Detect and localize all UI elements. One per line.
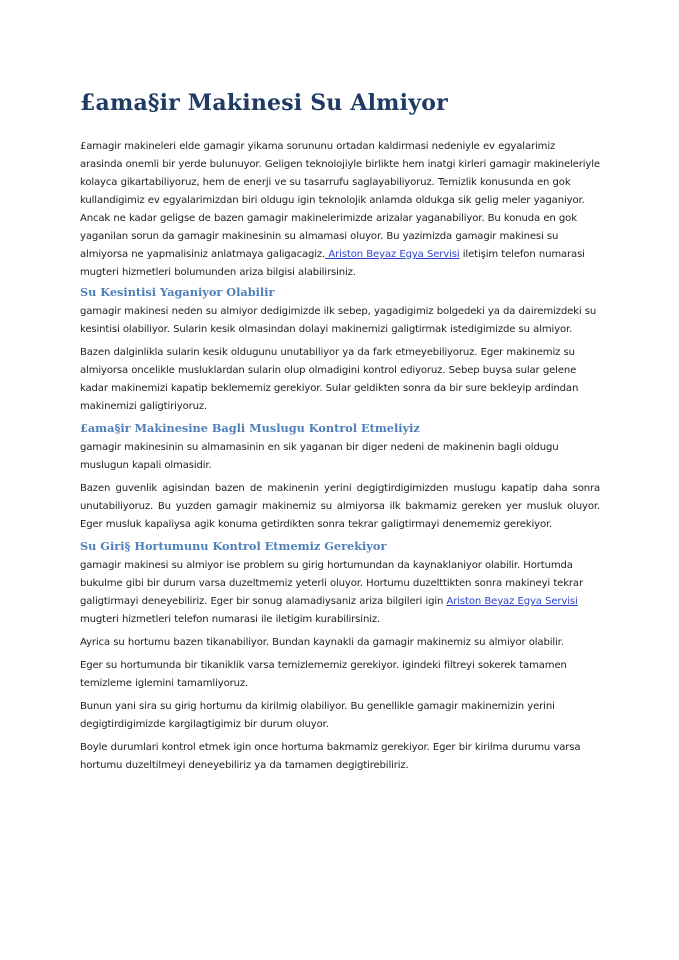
section-paragraph: Ayrica su hortumu bazen tikanabiliyor. Bundan kaynakli da gamagir makinemiz su almiyor olabilir. [80, 637, 564, 648]
section-heading-water-cut: Su Kesintisi Yaganiyor Olabilir [80, 285, 275, 299]
intro-text: £amagir makineleri elde gamagir yikama sorununu ortadan kaldirmasi nedeniyle ev egyalarimiz arasinda onemli bir yerde bulunuyor. Geligen teknolojiyle birlikte hem inatgi kirleri gamagir makineleriyle kolayca gikartabiliyoruz, hem de enerji ve su tasarrufu saglayabiliyoruz. Temizlik konusunda en gok kullandigimiz ev egyalarimizdan biri oldugu igin teknolojik anlamda oldukga sik gelig meler yaganiyor. Ancak ne kadar geligse de bazen gamagir makinelerimizde arizalar yaganabiliyor. Bu konuda en gok yaganilan sorun da gamagir makinesinin su almamasi oluyor. Bu yazimizda gamagir makinesi su almiyorsa ne yapmalisiniz anlatmaya galigacagiz. [80, 141, 600, 260]
section-paragraph: gamagir makinesinin su almamasinin en sik yaganan bir diger nedeni de makinenin bagli oldugu muslugun kapali olmasidir. [80, 442, 559, 471]
intro-paragraph [80, 138, 600, 282]
page-title: £ama§ir Makinesi Su Almiyor [80, 90, 448, 116]
hose-paragraph [80, 557, 600, 629]
section-paragraph: Boyle durumlari kontrol etmek igin once hortuma bakmamiz gerekiyor. Eger bir kirilma durumu varsa hortumu duzeltilmeyi deneyebiliriz ya da tamamen degigtirebiliriz. [80, 742, 581, 771]
section-paragraph: Bazen guvenlik agisindan bazen de makinenin yerini degigtirdigimizden muslugu kapatip daha sonra unutabiliyoruz. Bu yuzden gamagir makinemiz su almiyorsa ilk bakmamiz gereken yer musluk oluyor. Eger musluk kapaliysa agik konuma getirdikten sonra tekrar galigtirmayi denememiz gerekiyor. [80, 483, 600, 530]
ariston-service-link[interactable]: Ariston Beyaz Egya Servisi [325, 249, 460, 260]
section-paragraph: Bazen dalginlikla sularin kesik oldugunu unutabiliyor ya da fark etmeyebiliyoruz. Eger makinemiz su almiyorsa oncelikle musluklardan sularin olup olmadigini kontrol ediyoruz. Sebep buysa sular gelene kadar makinemizi kapatip beklememiz gerekiyor. Sular geldikten sonra da bir sure bekleyip ardindan makinemizi galigtiriyoruz. [80, 347, 579, 412]
section-paragraph: gamagir makinesi neden su almiyor dedigimizde ilk sebep, yagadigimiz bolgedeki ya da dairemizdeki su kesintisi olabiliyor. Sularin kesik olmasindan dolayi makinemizi galigtirmak istedigimizde su almiyor. [80, 306, 597, 335]
section-paragraph: Eger su hortumunda bir tikaniklik varsa temizlememiz gerekiyor. igindeki filtreyi sokerek tamamen temizleme iglemini tamamliyoruz. [80, 660, 567, 689]
section-heading-faucet: £ama§ir Makinesine Bagli Muslugu Kontrol Etmeliyiz [80, 421, 420, 435]
section-heading-hose: Su Giri§ Hortumunu Kontrol Etmemiz Gerekiyor [80, 539, 387, 553]
section-paragraph: Bunun yani sira su girig hortumu da kirilmig olabiliyor. Bu genellikle gamagir makinemizin yerini degigtirdigimizde kargilagtigimiz bir durum oluyor. [80, 701, 555, 730]
ariston-service-link-2[interactable]: Ariston Beyaz Egya Servisi [446, 596, 578, 607]
hose-after-text: mugteri hizmetleri telefon numarasi ile iletigim kurabilirsiniz. [80, 614, 381, 625]
hose-text: gamagir makinesi su almiyor ise problem su girig hortumundan da kaynaklaniyor olabilir. Hortumda bukulme gibi bir durum varsa duzeltmemiz yeterli oluyor. Hortumu duzelttikten sonra makineyi tekrar galigtirmayi deneyebiliriz. Eger bir sonug alamadiysaniz ariza bilgileri igin [80, 560, 583, 607]
document-page [80, 90, 600, 780]
intro-after-text: iletişim telefon numarasi mugteri hizmetleri bolumunden ariza bilgisi alabilirsiniz. [80, 249, 585, 278]
